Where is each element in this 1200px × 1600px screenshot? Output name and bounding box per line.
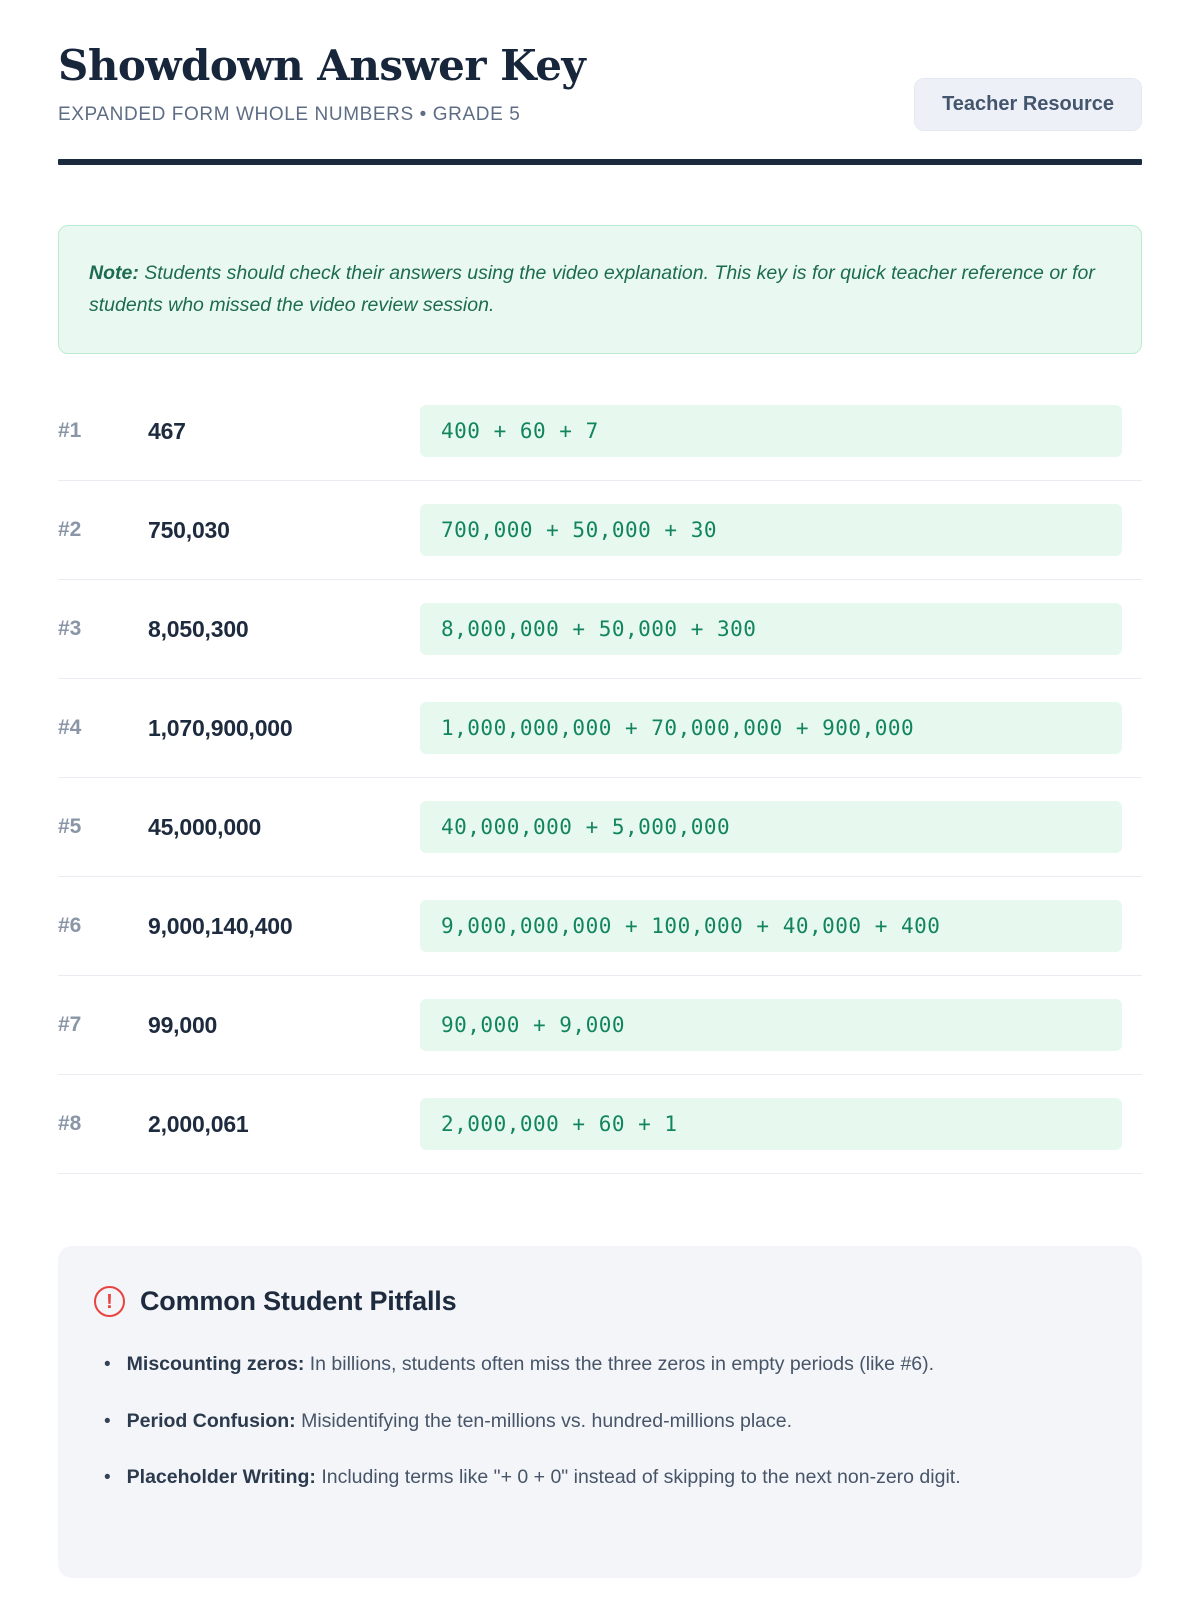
answer-row-2 — [58, 481, 1142, 580]
teacher-resource-badge: Teacher Resource — [914, 78, 1142, 131]
answer-row-6 — [58, 877, 1142, 976]
pitfall-label: Miscounting zeros: — [126, 1353, 305, 1376]
note-box — [58, 225, 1142, 354]
question-number: #1 — [58, 419, 82, 443]
expanded-form-answer: 400 + 60 + 7 — [420, 405, 1122, 457]
pitfall-item-miscounting-zeros — [94, 1349, 1106, 1380]
question-number: #7 — [58, 1013, 82, 1037]
answer-row-8 — [58, 1075, 1142, 1174]
bullet-icon: • — [104, 1466, 111, 1488]
pitfalls-header — [94, 1286, 1106, 1317]
page-subtitle: EXPANDED FORM WHOLE NUMBERS • GRADE 5 — [58, 104, 521, 126]
page-header — [58, 42, 1142, 131]
question-value: 99,000 — [148, 1011, 218, 1038]
note-label: Note: — [89, 262, 139, 284]
answer-row-4 — [58, 679, 1142, 778]
pitfall-item-period-confusion — [94, 1406, 1106, 1437]
question-value: 9,000,140,400 — [148, 912, 293, 939]
pitfall-text: Including terms like "+ 0 + 0" instead of skipping to the next non-zero digit. — [315, 1465, 961, 1488]
expanded-form-answer: 40,000,000 + 5,000,000 — [420, 801, 1122, 853]
question-number: #3 — [58, 617, 82, 641]
answer-row-5 — [58, 778, 1142, 877]
expanded-form-answer: 9,000,000,000 + 100,000 + 40,000 + 400 — [420, 900, 1122, 952]
header-divider — [58, 159, 1142, 165]
expanded-form-answer: 90,000 + 9,000 — [420, 999, 1122, 1051]
bullet-icon: • — [104, 1354, 111, 1376]
pitfalls-list — [94, 1349, 1106, 1493]
question-number: #2 — [58, 518, 82, 542]
pitfall-text: Misidentifying the ten-millions vs. hundred-millions place. — [295, 1409, 793, 1432]
question-value: 8,050,300 — [148, 615, 249, 642]
expanded-form-answer: 1,000,000,000 + 70,000,000 + 900,000 — [420, 702, 1122, 754]
pitfall-label: Period Confusion: — [126, 1409, 296, 1432]
answer-row-1 — [58, 382, 1142, 481]
answer-row-3 — [58, 580, 1142, 679]
header-text — [58, 42, 585, 126]
expanded-form-answer: 2,000,000 + 60 + 1 — [420, 1098, 1122, 1150]
question-value: 45,000,000 — [148, 813, 262, 840]
pitfall-item-placeholder-writing — [94, 1462, 1106, 1493]
alert-circle-icon: ! — [94, 1286, 125, 1317]
question-number: #6 — [58, 914, 82, 938]
pitfall-label: Placeholder Writing: — [126, 1465, 316, 1488]
question-number: #4 — [58, 716, 82, 740]
question-value: 2,000,061 — [148, 1110, 249, 1137]
question-value: 1,070,900,000 — [148, 714, 293, 741]
question-number: #8 — [58, 1112, 82, 1136]
expanded-form-answer: 8,000,000 + 50,000 + 300 — [420, 603, 1122, 655]
note-text: Students should check their answers using the video explanation. This key is for quick teacher reference or for students who missed the video review session. — [89, 262, 1095, 316]
answers-list — [58, 382, 1142, 1174]
question-value: 467 — [148, 417, 186, 444]
question-number: #5 — [58, 815, 82, 839]
question-value: 750,030 — [148, 516, 230, 543]
pitfalls-title: Common Student Pitfalls — [140, 1286, 457, 1317]
bullet-icon: • — [104, 1410, 111, 1432]
pitfall-text: In billions, students often miss the three zeros in empty periods (like #6). — [304, 1353, 935, 1376]
expanded-form-answer: 700,000 + 50,000 + 30 — [420, 504, 1122, 556]
page-title: Showdown Answer Key — [58, 41, 586, 90]
common-pitfalls-section — [58, 1246, 1142, 1578]
answer-row-7 — [58, 976, 1142, 1075]
